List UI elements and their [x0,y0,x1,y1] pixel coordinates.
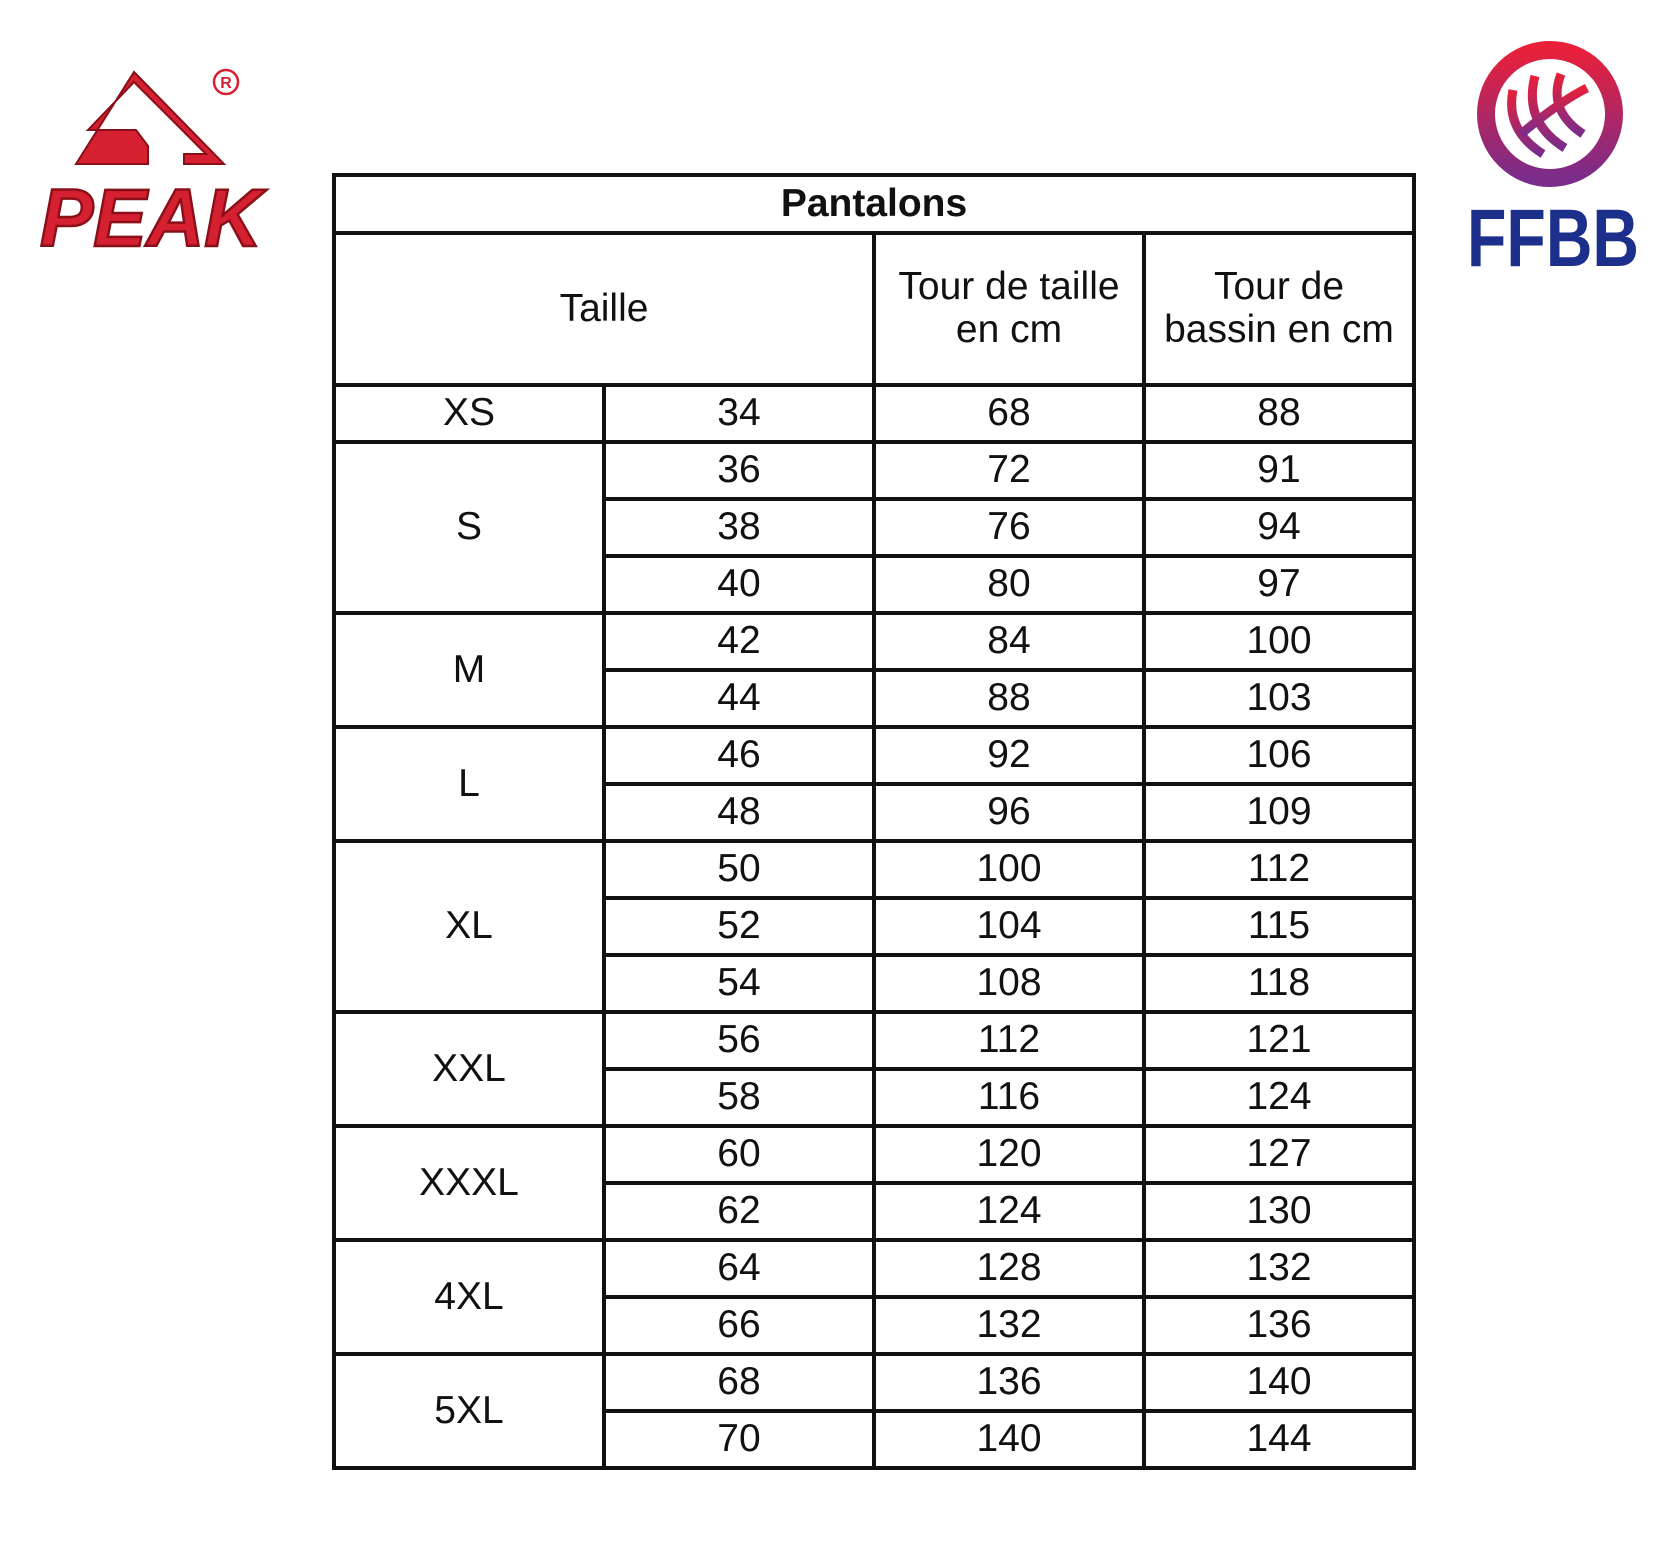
tour-de-bassin-cell: 121 [1144,1012,1414,1069]
size-chart-table [332,173,1416,1470]
tour-de-taille-cell: 128 [874,1240,1144,1297]
size-label-cell: 4XL [334,1240,604,1354]
header-tour-de-bassin [1144,233,1414,385]
numeric-size-cell: 60 [604,1126,874,1183]
basketball-ring-icon [1486,50,1614,178]
size-label-cell: S [334,442,604,613]
tour-de-bassin-cell: 136 [1144,1297,1414,1354]
tour-de-bassin-cell: 130 [1144,1183,1414,1240]
tour-de-taille-cell: 124 [874,1183,1144,1240]
svg-text:PEAK: PEAK [40,173,268,264]
tour-de-bassin-cell: 140 [1144,1354,1414,1411]
header-taille: Taille [334,233,874,385]
header-tour-de-bassin-label: Tour de bassin en cm [1164,265,1394,351]
tour-de-bassin-cell: 103 [1144,670,1414,727]
tour-de-taille-cell: 136 [874,1354,1144,1411]
numeric-size-cell: 58 [604,1069,874,1126]
tour-de-bassin-cell: 97 [1144,556,1414,613]
numeric-size-cell: 46 [604,727,874,784]
tour-de-taille-cell: 116 [874,1069,1144,1126]
table-row [334,1126,1414,1183]
table-row [334,442,1414,499]
peak-triangle-mark [76,72,224,164]
size-label-cell: L [334,727,604,841]
numeric-size-cell: 48 [604,784,874,841]
tour-de-taille-cell: 132 [874,1297,1144,1354]
numeric-size-cell: 66 [604,1297,874,1354]
header-tour-de-taille-label: Tour de taille en cm [898,265,1120,351]
tour-de-taille-cell: 88 [874,670,1144,727]
tour-de-bassin-cell: 124 [1144,1069,1414,1126]
tour-de-bassin-cell: 127 [1144,1126,1414,1183]
numeric-size-cell: 64 [604,1240,874,1297]
tour-de-bassin-cell: 132 [1144,1240,1414,1297]
header-tour-de-taille [874,233,1144,385]
size-label-cell: XS [334,385,604,442]
table-row [334,1012,1414,1069]
tour-de-bassin-cell: 144 [1144,1411,1414,1468]
tour-de-taille-cell: 120 [874,1126,1144,1183]
tour-de-taille-cell: 80 [874,556,1144,613]
svg-text:FFBB: FFBB [1467,193,1639,284]
numeric-size-cell: 70 [604,1411,874,1468]
tour-de-taille-cell: 92 [874,727,1144,784]
numeric-size-cell: 36 [604,442,874,499]
tour-de-taille-cell: 68 [874,385,1144,442]
tour-de-bassin-cell: 118 [1144,955,1414,1012]
numeric-size-cell: 40 [604,556,874,613]
table-row [334,385,1414,442]
svg-text:R: R [220,75,232,92]
tour-de-taille-cell: 108 [874,955,1144,1012]
size-label-cell: M [334,613,604,727]
tour-de-taille-cell: 140 [874,1411,1144,1468]
table-row [334,727,1414,784]
registered-mark-icon [214,70,238,94]
tour-de-bassin-cell: 91 [1144,442,1414,499]
table-row [334,1354,1414,1411]
numeric-size-cell: 34 [604,385,874,442]
size-label-cell: XXL [334,1012,604,1126]
numeric-size-cell: 56 [604,1012,874,1069]
table-row [334,1240,1414,1297]
table-row [334,841,1414,898]
tour-de-bassin-cell: 100 [1144,613,1414,670]
tour-de-taille-cell: 96 [874,784,1144,841]
ffbb-logo [1465,42,1645,282]
size-label-cell: XXXL [334,1126,604,1240]
numeric-size-cell: 68 [604,1354,874,1411]
tour-de-bassin-cell: 88 [1144,385,1414,442]
numeric-size-cell: 42 [604,613,874,670]
tour-de-taille-cell: 76 [874,499,1144,556]
ffbb-wordmark [1467,193,1639,284]
size-label-cell: 5XL [334,1354,604,1468]
tour-de-bassin-cell: 106 [1144,727,1414,784]
tour-de-bassin-cell: 115 [1144,898,1414,955]
peak-wordmark [40,173,268,264]
numeric-size-cell: 54 [604,955,874,1012]
tour-de-taille-cell: 84 [874,613,1144,670]
tour-de-taille-cell: 104 [874,898,1144,955]
peak-logo [36,66,286,266]
numeric-size-cell: 62 [604,1183,874,1240]
numeric-size-cell: 44 [604,670,874,727]
table-title: Pantalons [334,175,1414,233]
tour-de-bassin-cell: 94 [1144,499,1414,556]
tour-de-bassin-cell: 112 [1144,841,1414,898]
numeric-size-cell: 50 [604,841,874,898]
size-label-cell: XL [334,841,604,1012]
numeric-size-cell: 52 [604,898,874,955]
numeric-size-cell: 38 [604,499,874,556]
tour-de-bassin-cell: 109 [1144,784,1414,841]
table-row [334,613,1414,670]
tour-de-taille-cell: 72 [874,442,1144,499]
tour-de-taille-cell: 112 [874,1012,1144,1069]
tour-de-taille-cell: 100 [874,841,1144,898]
